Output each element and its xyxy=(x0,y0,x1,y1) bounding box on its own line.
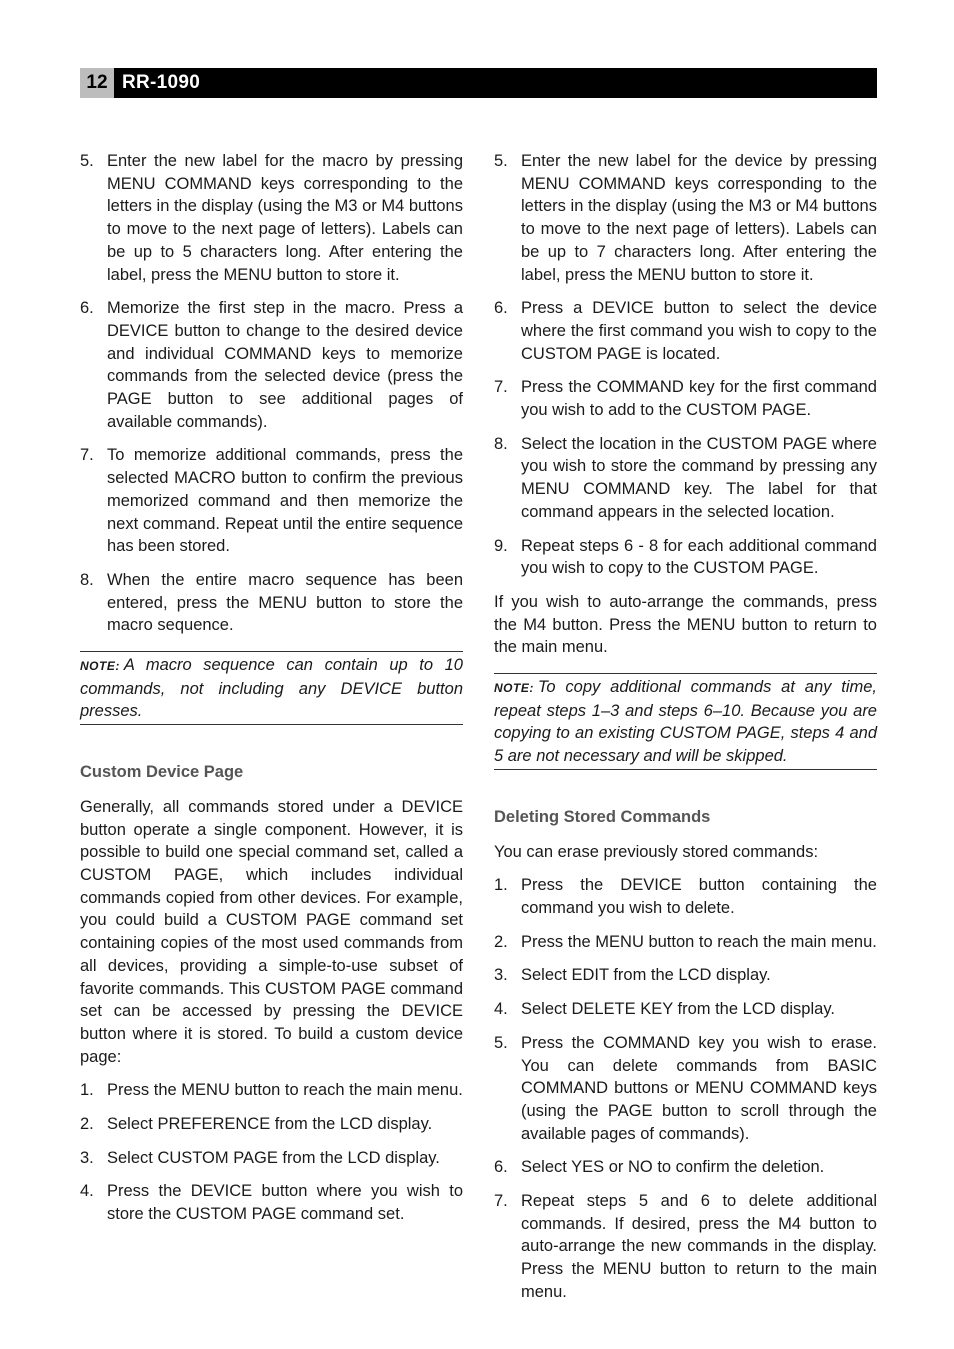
list-item: 5. Press the COMMAND key you wish to erase. You can delete commands from BASIC COMMAND buttons or MENU COMMAND keys (using the PAGE button to scroll through the available pages of commands). xyxy=(494,1033,877,1143)
list-item: 8. Select the location in the CUSTOM PAGE where you wish to store the command by pressing any MENU COMMAND key. The label for that command appears in the selected location. xyxy=(494,434,877,521)
list-item: 4. Select DELETE KEY from the LCD display. xyxy=(494,1000,835,1019)
list-item: 7. Press the COMMAND key for the first command you wish to add to the CUSTOM PAGE. xyxy=(494,378,877,420)
device-label-steps-list xyxy=(494,150,877,580)
list-item: 9. Repeat steps 6 - 8 for each additional command you wish to copy to the CUSTOM PAGE. xyxy=(494,536,877,578)
list-item: 3. Select EDIT from the LCD display. xyxy=(494,966,771,985)
left-column xyxy=(80,150,463,1237)
list-item: 5. Enter the new label for the macro by pressing MENU COMMAND keys corresponding to the letters in the display (using the M3 or M4 buttons to move to the next page of letters). Labels can be up to 5 characters long. After entering the label, press the MENU button to store it. xyxy=(80,152,463,284)
delete-steps-list xyxy=(494,874,877,1303)
page-number: 12 xyxy=(80,68,114,98)
delete-intro: You can erase previously stored commands: xyxy=(494,842,819,861)
note-text: To copy additional commands at any time, repeat steps 1–3 and steps 6–10. Because you are copying to an existing CUSTOM PAGE, steps 4 and 5 are not necessary and will be skipped. xyxy=(494,678,877,766)
list-item: 6. Select YES or NO to confirm the deletion. xyxy=(494,1158,825,1177)
list-item: 1. Press the MENU button to reach the main menu. xyxy=(80,1081,463,1100)
page-header xyxy=(80,68,877,98)
list-item: 2. Press the MENU button to reach the main menu. xyxy=(494,932,877,951)
copy-note xyxy=(494,673,877,770)
custom-page-paragraph: Generally, all commands stored under a DEVICE button operate a single component. However, it is possible to build one special command set, called a CUSTOM PAGE, which includes individual commands copied from other devices. For example, you could build a CUSTOM PAGE command set containing copies of the most used commands from all devices, providing a simple-to-use subset of favorite commands. This CUSTOM PAGE command set can be accessed by pressing the DEVICE button where it is stored. To build a custom device page: xyxy=(80,797,463,1066)
custom-page-steps-list xyxy=(80,1079,463,1226)
auto-arrange-paragraph: If you wish to auto-arrange the commands, press the M4 button. Press the MENU button to return to the main menu. xyxy=(494,592,877,657)
right-column xyxy=(494,150,877,1315)
list-item: 2. Select PREFERENCE from the LCD display. xyxy=(80,1115,433,1134)
list-item: 6. Press a DEVICE button to select the device where the first command you wish to copy to the CUSTOM PAGE is located. xyxy=(494,299,877,363)
list-item: 4. Press the DEVICE button where you wish to store the CUSTOM PAGE command set. xyxy=(80,1182,463,1224)
list-item: 3. Select CUSTOM PAGE from the LCD display. xyxy=(80,1148,440,1167)
section-heading-deleting-commands: Deleting Stored Commands xyxy=(494,807,711,826)
list-item: 7. To memorize additional commands, press the selected MACRO button to confirm the previous memorized command and then memorize the next command. Repeat until the entire sequence has been stored. xyxy=(80,446,463,556)
section-heading-custom-device-page: Custom Device Page xyxy=(80,763,244,782)
list-item: 6. Memorize the first step in the macro. Press a DEVICE button to change to the desired device and individual COMMAND keys to memorize commands from the selected device (press the PAGE button to see additional pages of available commands). xyxy=(80,299,463,431)
list-item: 1. Press the DEVICE button containing the command you wish to delete. xyxy=(494,876,877,917)
list-item: 7. Repeat steps 5 and 6 to delete additional commands. If desired, press the M4 button to auto-arrange the new commands in the display. Press the MENU button to return to the main menu. xyxy=(494,1192,877,1301)
macro-steps-list xyxy=(80,150,463,637)
list-item: 8. When the entire macro sequence has been entered, press the MENU button to store the macro sequence. xyxy=(80,570,463,635)
macro-note xyxy=(80,651,463,725)
note-label: NOTE: xyxy=(80,659,120,674)
note-text: A macro sequence can contain up to 10 commands, not including any DEVICE button presses. xyxy=(80,656,463,721)
list-item: 5. Enter the new label for the device by pressing MENU COMMAND keys corresponding to the letters in the display (using the M3 or M4 buttons to move to the next page of letters). Labels can be up to 7 characters long. After entering the label, press the MENU button to store it. xyxy=(494,152,877,284)
model-title: RR-1090 xyxy=(122,72,201,93)
note-label: NOTE: xyxy=(494,681,534,696)
